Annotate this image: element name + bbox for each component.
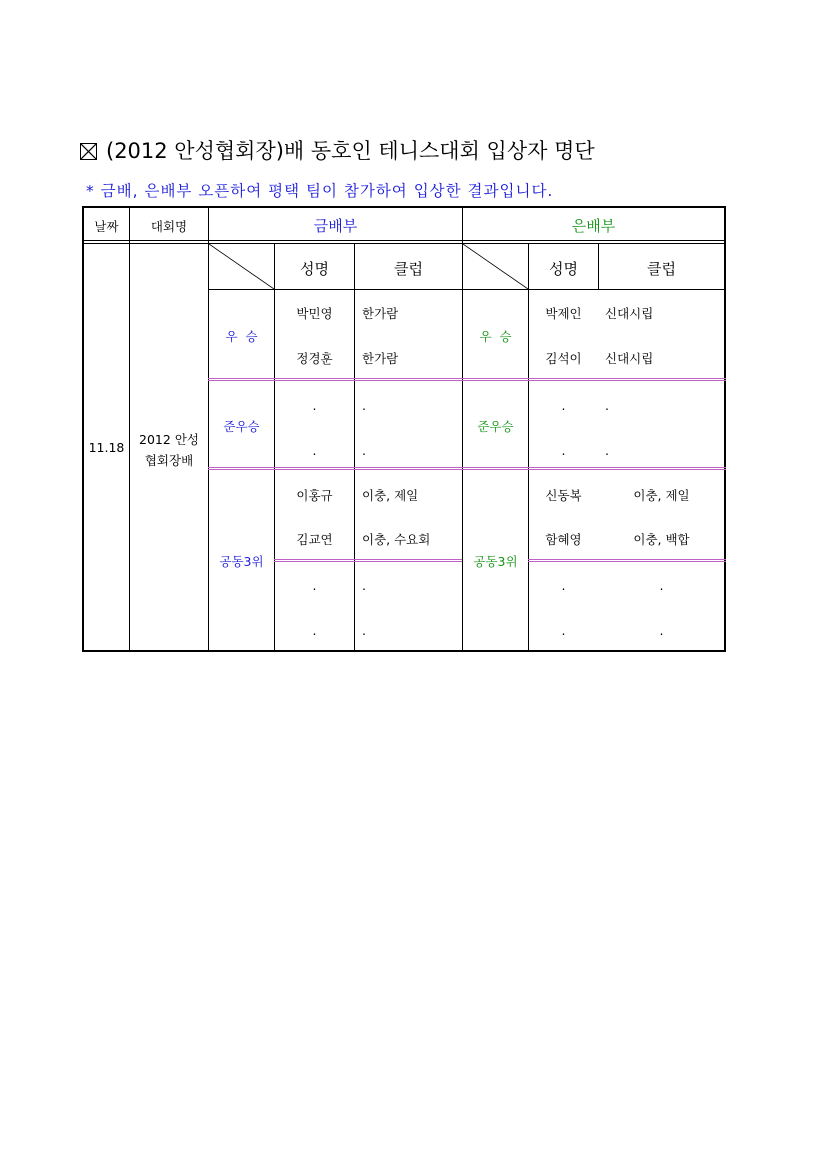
gold-runner-club-2: . [362, 443, 366, 458]
silver-third-club-4: . [659, 623, 664, 638]
gold-third-club-2: 이충, 수요회 [362, 532, 431, 547]
silver-runner-label: 준우승 [477, 419, 514, 434]
silver-name-header: 성명 [549, 260, 578, 278]
silver-winner-label: 우 승 [479, 329, 512, 344]
silver-runner-club-1: . [605, 398, 609, 413]
gold-third-club-4: . [362, 623, 366, 638]
silver-runner-club-2: . [605, 443, 609, 458]
silver-winner-name-2: 김석이 [545, 351, 582, 366]
gold-winner-name-2: 정경훈 [296, 351, 333, 366]
silver-winner-name-1: 박제인 [545, 306, 582, 321]
diagonal-cell-silver [463, 244, 528, 289]
event-line2: 협회장배 [144, 453, 194, 468]
diagonal-cell-gold [209, 244, 274, 289]
gold-third-name-1: 이홍규 [296, 488, 333, 503]
gold-runner-name-2: . [312, 443, 317, 458]
gold-third-label: 공동3위 [219, 554, 264, 569]
document-title [80, 135, 595, 165]
gold-runner-label: 준우승 [223, 419, 260, 434]
silver-third-club-1: 이충, 제일 [633, 488, 690, 503]
title-text: (2012 안성협회장)배 동호인 테니스대회 입상자 명단 [106, 139, 595, 163]
gold-runner-club-1: . [362, 398, 366, 413]
header-event: 대회명 [150, 219, 188, 234]
silver-club-header: 클럽 [647, 260, 676, 278]
gold-third-club-1: 이충, 제일 [362, 488, 419, 503]
gold-third-name-4: . [312, 623, 317, 638]
silver-runner-name-1: . [561, 398, 566, 413]
silver-third-name-2: 함혜영 [545, 532, 582, 547]
gold-runner-name-1: . [312, 398, 317, 413]
silver-third-name-3: . [561, 578, 566, 593]
silver-third-club-3: . [659, 578, 664, 593]
checkbox-x-icon [80, 143, 97, 160]
silver-winner-club-2: 신대시립 [605, 351, 654, 366]
gold-third-club-3: . [362, 578, 366, 593]
silver-winner-club-1: 신대시립 [605, 306, 654, 321]
event-line1: 2012 안성 [139, 432, 199, 447]
gold-division-header: 금배부 [313, 217, 358, 235]
gold-third-name-3: . [312, 578, 317, 593]
silver-third-name-1: 신동복 [545, 488, 582, 503]
silver-third-name-4: . [561, 623, 566, 638]
silver-third-club-2: 이충, 백합 [633, 532, 690, 547]
gold-name-header: 성명 [300, 260, 329, 278]
date-cell: 11.18 [88, 440, 125, 455]
gold-winner-label: 우 승 [225, 329, 258, 344]
gold-third-name-2: 김교연 [296, 532, 333, 547]
gold-winner-club-2: 한가람 [362, 351, 399, 366]
note-text: * 금배, 은배부 오픈하여 평택 팀이 참가하여 입상한 결과입니다. [86, 182, 554, 200]
gold-winner-club-1: 한가람 [362, 306, 399, 321]
gold-club-header: 클럽 [394, 260, 423, 278]
header-date: 날짜 [94, 219, 119, 234]
gold-winner-name-1: 박민영 [296, 306, 333, 321]
silver-runner-name-2: . [561, 443, 566, 458]
silver-division-header: 은배부 [571, 217, 616, 235]
silver-third-label: 공동3위 [473, 554, 518, 569]
